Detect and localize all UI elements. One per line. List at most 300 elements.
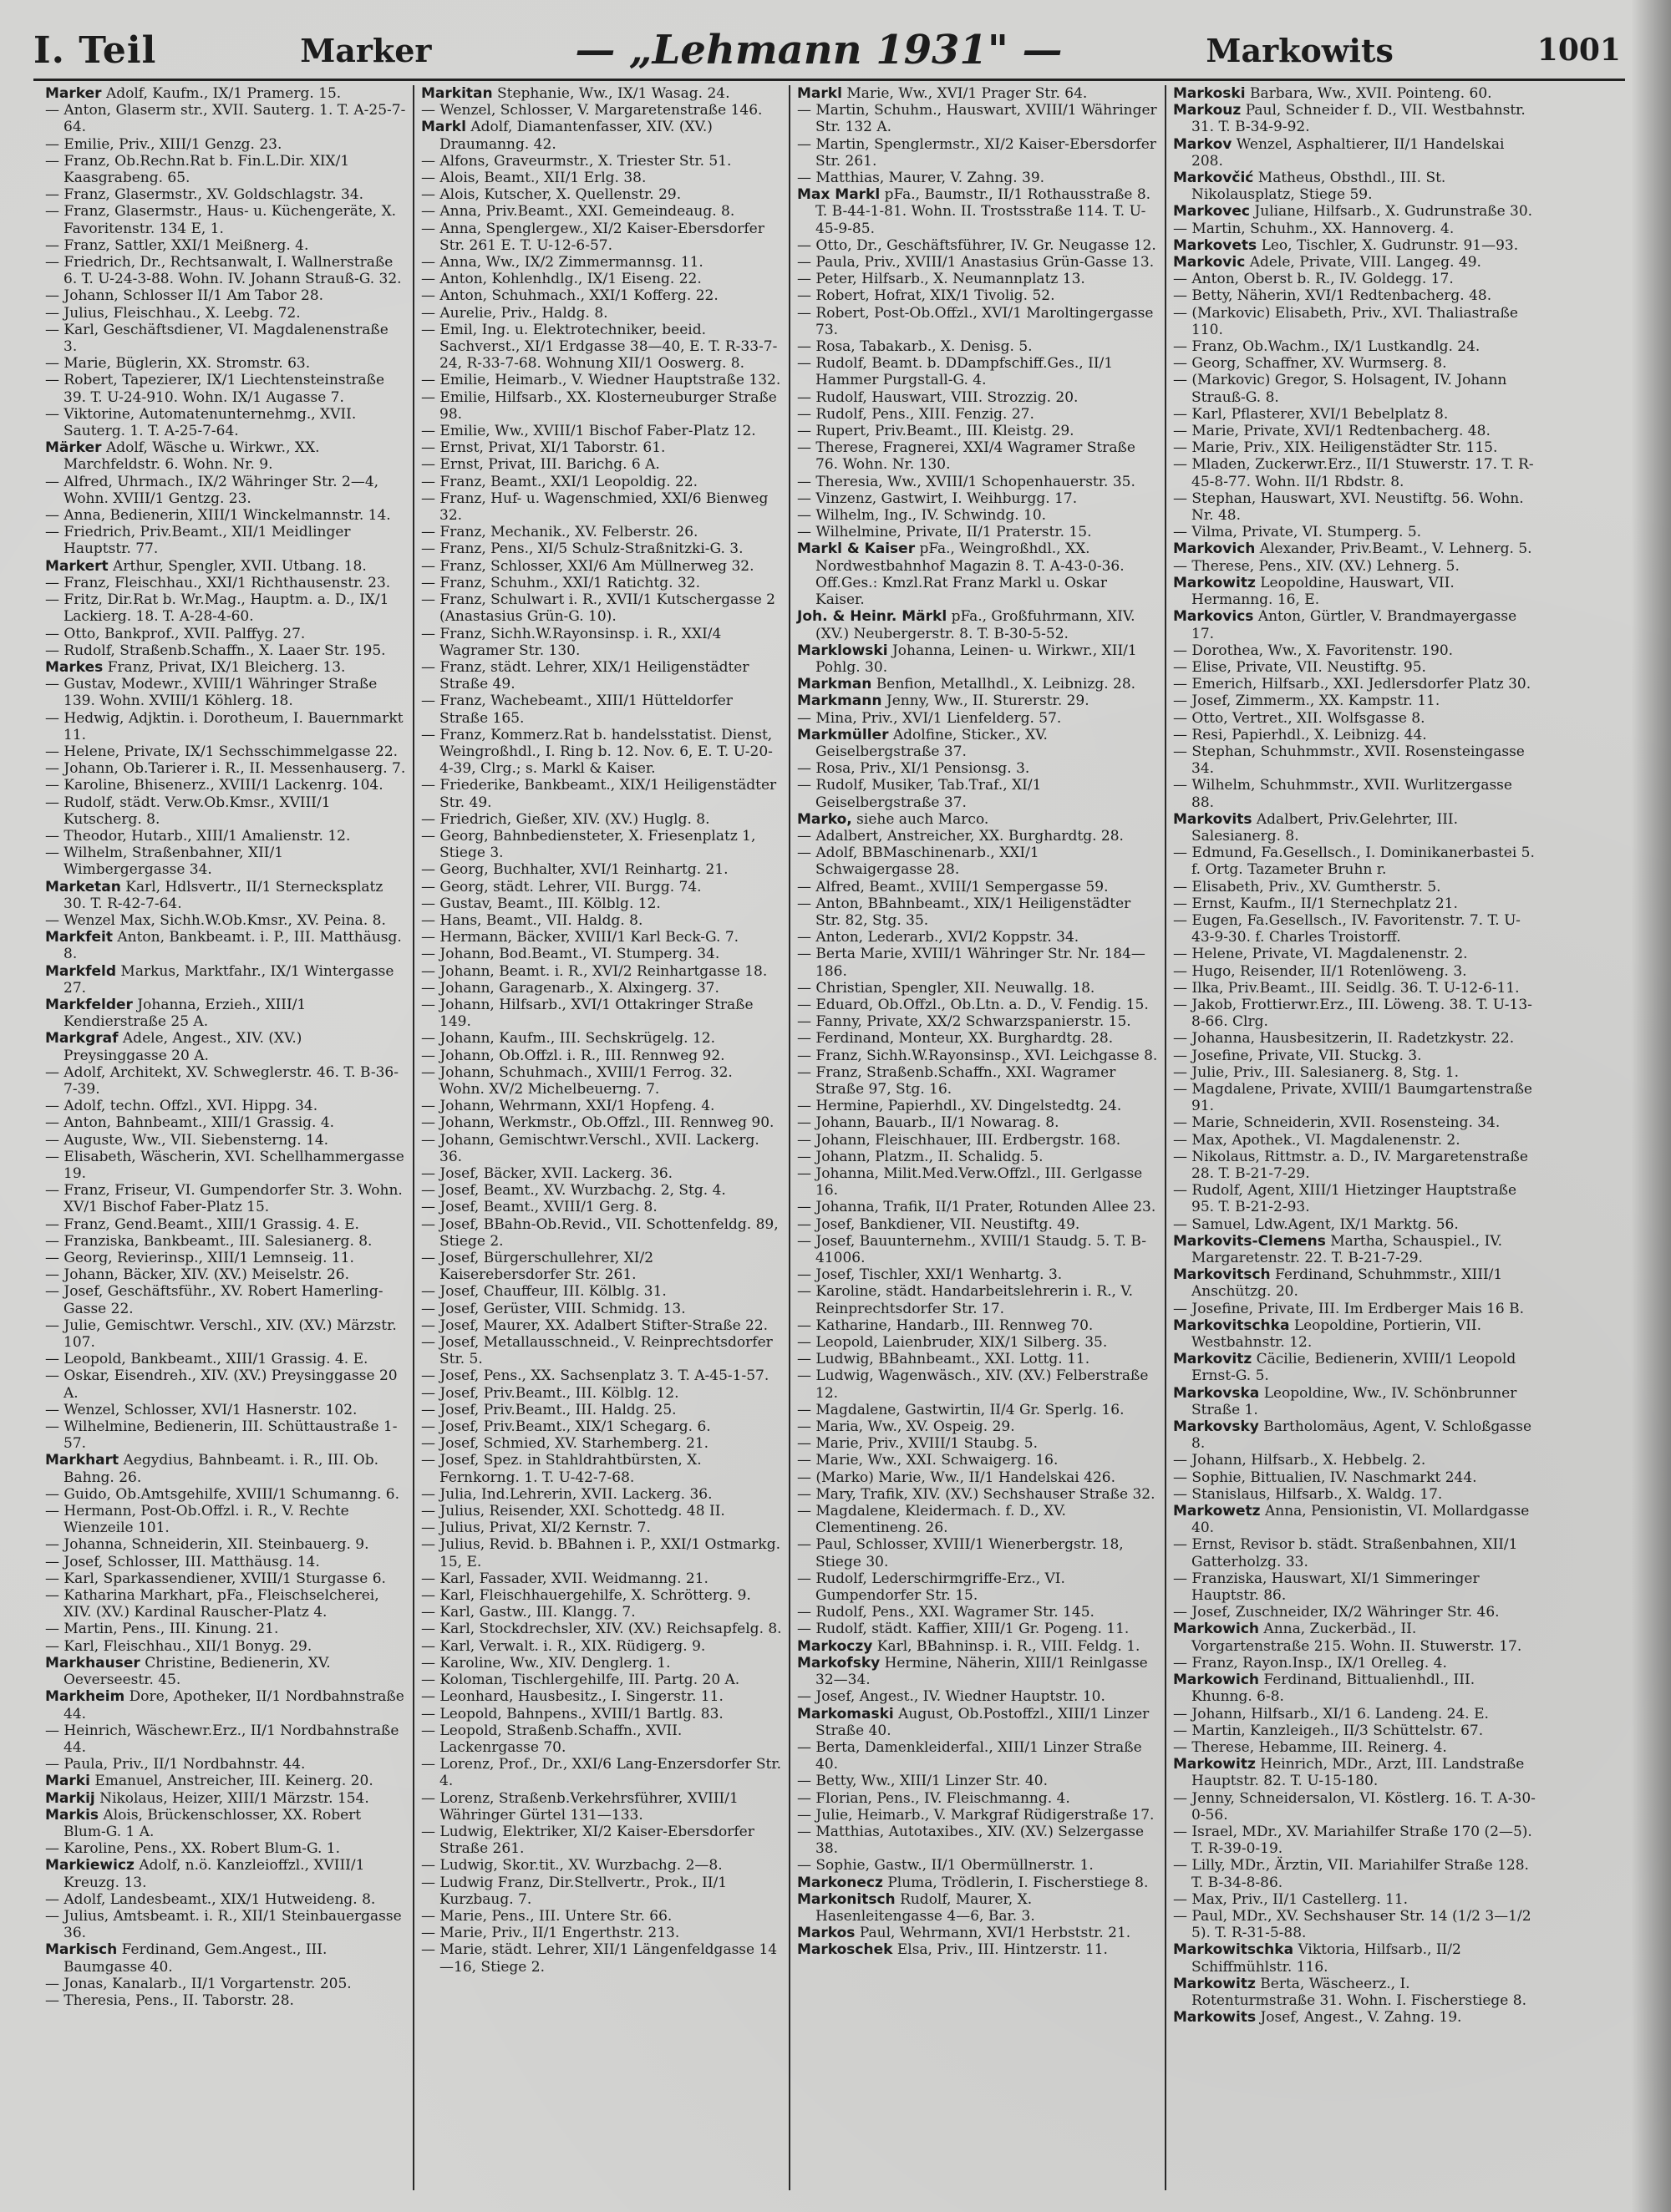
entry-details: — Vinzenz, Gastwirt, I. Weihburgg. 17. (797, 490, 1078, 507)
directory-entry (45, 1402, 406, 1418)
directory-entry (421, 1199, 782, 1215)
directory-entry (797, 338, 1158, 355)
entry-details: — Ernst, Privat, III. Barichg. 6 A. (421, 456, 660, 474)
entry-surname: Markovska (1173, 1384, 1260, 1402)
entry-details: — Anna, Priv.Beamt., XXI. Gemeindeaug. 8. (421, 203, 735, 221)
directory-entry (797, 1402, 1158, 1418)
directory-entry (45, 1114, 406, 1131)
directory-entry (1173, 1503, 1536, 1536)
directory-entry (797, 1283, 1158, 1317)
entry-details: — Josef, Zuschneider, IX/2 Währinger Str. 46. (1173, 1604, 1500, 1621)
directory-entry (797, 186, 1158, 237)
directory-entry (421, 1283, 782, 1300)
directory-entry (1173, 1570, 1536, 1604)
entry-surname: Markgraf (45, 1030, 119, 1048)
entry-details: Johanna, Leinen- u. Wirkwr., XII/1 Pohlg. 30. (815, 642, 1137, 676)
directory-entry (421, 879, 782, 895)
entry-details: — Otto, Bankprof., XVII. Palffyg. 27. (45, 625, 306, 642)
directory-entry (421, 540, 782, 557)
directory-entry (1173, 912, 1536, 946)
directory-entry (421, 777, 782, 810)
entry-details: — Leonhard, Hausbesitz., I. Singerstr. 11. (421, 1688, 724, 1706)
entry-surname: Max Markl (797, 186, 881, 204)
entry-details: — Emilie, Priv., XIII/1 Genzg. 23. (45, 135, 282, 153)
entry-surname: Markheim (45, 1688, 125, 1706)
directory-entry (421, 1301, 782, 1317)
directory-entry (45, 507, 406, 524)
entry-details: — Johann, Bauarb., II/1 Nowarag. 8. (797, 1114, 1059, 1132)
entry-details: — Josef, Priv.Beamt., III. Haldg. 25. (421, 1401, 677, 1418)
entry-details: — Vilma, Private, VI. Stumperg. 5. (1173, 524, 1422, 541)
entry-details: — Josef, Beamt., XVIII/1 Gerg. 8. (421, 1199, 658, 1216)
directory-entry (421, 1925, 782, 1941)
directory-entry (421, 153, 782, 170)
directory-entry (1173, 1081, 1536, 1114)
directory-entry (1173, 305, 1536, 338)
directory-entry (797, 1875, 1158, 1891)
directory-entry (1173, 423, 1536, 439)
directory-entry (45, 237, 406, 254)
directory-entry (797, 1435, 1158, 1452)
directory-entry (45, 254, 406, 287)
entry-details: — Franz, Fleischhau., XXI/1 Richthausenstr. 23. (45, 574, 391, 591)
directory-entry (45, 85, 406, 102)
entry-details: — Elisabeth, Priv., XV. Gumtherstr. 5. (1173, 878, 1441, 895)
entry-details: Dore, Apotheker, II/1 Nordbahnstraße 44. (63, 1688, 404, 1722)
entry-details: — Eugen, Fa.Gesellsch., IV. Favoritenstr. 7. T. U-43-9-30. f. Charles Troistorff. (1173, 911, 1521, 946)
directory-entry (797, 727, 1158, 760)
directory-entry (45, 1908, 406, 1941)
entry-surname: Marko, (797, 810, 852, 828)
entry-details: — Marie, Priv., II/1 Engerthstr. 213. (421, 1925, 680, 1942)
entry-details: — Julie, Heimarb., V. Markgraf Rüdigerstraße 17. (797, 1806, 1155, 1824)
entry-surname: Markonitsch (797, 1890, 896, 1908)
directory-entry (1173, 439, 1536, 456)
entry-details: — Johanna, Milit.Med.Verw.Offzl., III. Gerlgasse 16. (797, 1165, 1143, 1200)
directory-entry (1173, 338, 1536, 355)
directory-entry (797, 1570, 1158, 1604)
entry-details: — Anna, Ww., IX/2 Zimmermannsg. 11. (421, 254, 703, 271)
entry-details: Alexander, Priv.Beamt., V. Lehnerg. 5. (1259, 540, 1532, 558)
directory-entry (421, 439, 782, 456)
directory-entry (797, 676, 1158, 693)
entry-details: Paul, Schneider f. D., VII. Westbahnstr. 31. T. B-34-9-92. (1191, 102, 1526, 136)
directory-entry (797, 1266, 1158, 1283)
directory-entry (45, 929, 406, 962)
directory-entry (45, 1064, 406, 1098)
directory-entry (45, 1367, 406, 1401)
directory-entry (1173, 710, 1536, 727)
entry-details: — Robert, Hofrat, XIX/1 Tivolig. 52. (797, 287, 1055, 305)
entry-details: — Josef, Pens., XX. Sachsenplatz 3. T. A-45-1-57. (421, 1367, 769, 1385)
entry-details: — Hermann, Post-Ob.Offzl. i. R., V. Rechte Wienzeile 101. (45, 1503, 349, 1537)
directory-entry (45, 558, 406, 575)
entry-details: — Johann, Ob.Tarierer i. R., II. Messenhauserg. 7. (45, 760, 406, 778)
entry-details: — Martin, Kanzleigeh., II/3 Schüttelstr. 67. (1173, 1722, 1484, 1739)
entry-details: Franz, Privat, IX/1 Bleicherg. 13. (107, 658, 346, 676)
entry-details: — Hugo, Reisender, II/1 Rotenlöweng. 3. (1173, 962, 1467, 980)
column-3 (790, 85, 1166, 2190)
directory-entry (797, 1941, 1158, 1958)
entry-surname: Markovits-Clemens (1173, 1232, 1326, 1250)
entry-details: — Betty, Ww., XIII/1 Linzer Str. 40. (797, 1773, 1048, 1790)
entry-details: — Franz, Sichh.W.Rayonsinsp., XVI. Leichgasse 8. (797, 1047, 1158, 1064)
entry-details: — Adolf, techn. Offzl., XVI. Hippg. 34. (45, 1098, 318, 1115)
entry-details: — Julius, Privat, XI/2 Kernstr. 7. (421, 1519, 651, 1537)
entry-details: — Josef, Maurer, XX. Adalbert Stifter-Straße 22. (421, 1317, 769, 1334)
entry-surname: Markhart (45, 1452, 119, 1469)
directory-entry (797, 1621, 1158, 1637)
entry-surname: Markovits (1173, 810, 1252, 828)
entry-details: — Johanna, Trafik, II/1 Prater, Rotunden Allee 23. (797, 1199, 1156, 1216)
entry-details: Johanna, Erzieh., XIII/1 Kendierstraße 25 A. (63, 996, 307, 1031)
directory-entry (1173, 1216, 1536, 1233)
entry-details: — Karoline, Ww., XIV. Denglerg. 1. (421, 1654, 671, 1672)
directory-entry (421, 1452, 782, 1485)
entry-details: — Josef, Angest., IV. Wiedner Hauptstr. 10. (797, 1688, 1105, 1706)
directory-entry (421, 1216, 782, 1250)
entry-details: — Jonas, Kanalarb., II/1 Vorgartenstr. 205. (45, 1975, 352, 1992)
directory-entry (45, 828, 406, 845)
entry-details: — Franz, Friseur, VI. Gumpendorfer Str. 3. Wohn. XV/1 Bischof Faber-Platz 15. (45, 1182, 403, 1216)
directory-entry (421, 1875, 782, 1908)
entry-details: — Julie, Gemischtwr. Verschl., XIV. (XV.) Märzstr. 107. (45, 1317, 397, 1352)
entry-details: — Karl, Geschäftsdiener, VI. Magdalenenstraße 3. (45, 321, 389, 356)
entry-surname: Markos (797, 1925, 856, 1942)
entry-details: — Johann, Kaufm., III. Sechskrügelg. 12. (421, 1030, 715, 1048)
directory-entry (1173, 406, 1536, 423)
directory-entry (797, 507, 1158, 524)
entry-details: — Nikolaus, Rittmstr. a. D., IV. Margaretenstraße 28. T. B-21-7-29. (1173, 1148, 1528, 1182)
entry-details: — Johann, Schuhmach., XVIII/1 Ferrog. 32. Wohn. XV/2 Michelbeuerng. 7. (421, 1063, 733, 1098)
entry-details: — Berta Marie, XVIII/1 Währinger Str. Nr. 184—186. (797, 946, 1145, 980)
directory-entry (45, 1182, 406, 1215)
entry-surname: Markofsky (797, 1654, 881, 1672)
directory-entry (797, 1773, 1158, 1789)
directory-entry (797, 1098, 1158, 1114)
directory-entry (797, 1824, 1158, 1857)
directory-entry (1173, 1048, 1536, 1064)
directory-entry (1173, 271, 1536, 287)
directory-entry (421, 490, 782, 524)
directory-entry (1173, 895, 1536, 912)
directory-entry (45, 355, 406, 372)
directory-entry (1173, 1452, 1536, 1469)
entry-details: pFa., Weingroßhdl., XX. Nordwestbahnhof Magazin 8. T. A-43-0-36. Off.Ges.: Kmzl.Rat Franz Markl u. Oskar Kaiser. (815, 540, 1125, 609)
entry-details: — Jakob, Frottierwr.Erz., III. Löweng. 38. T. U-13-8-66. Clrg. (1173, 996, 1532, 1031)
directory-entry (1173, 777, 1536, 810)
entry-details: — Aurelie, Priv., Haldg. 8. (421, 304, 608, 322)
entry-details: Adolfine, Sticker., XV. Geiselbergstraße 37. (815, 726, 1048, 760)
directory-entry (1173, 1857, 1536, 1890)
directory-entry (1173, 1706, 1536, 1722)
entry-details: — Hermine, Papierhdl., XV. Dingelstedtg. 24. (797, 1098, 1122, 1115)
directory-entry (1173, 1418, 1536, 1452)
directory-entry (45, 879, 406, 912)
directory-entry (1173, 743, 1536, 777)
entry-details: — Samuel, Ldw.Agent, IX/1 Marktg. 56. (1173, 1215, 1459, 1233)
directory-entry (1173, 1672, 1536, 1705)
entry-details: — Johann, Ob.Offzl. i. R., III. Rennweg 92. (421, 1047, 725, 1064)
directory-entry (1173, 811, 1536, 845)
directory-entry (421, 456, 782, 473)
directory-entry (1173, 1114, 1536, 1131)
directory-entry (421, 271, 782, 287)
directory-entry (45, 626, 406, 642)
entry-details: — Resi, Papierhdl., X. Leibnizg. 44. (1173, 726, 1427, 743)
directory-entry (1173, 845, 1536, 878)
entry-details: Anton, Gürtler, V. Brandmayergasse 17. (1191, 608, 1517, 642)
entry-surname: Markowich (1173, 1672, 1260, 1689)
directory-entry (421, 591, 782, 625)
directory-entry (45, 1840, 406, 1857)
directory-entry (1173, 1891, 1536, 1908)
directory-entry (421, 693, 782, 726)
entry-details: — Leopold, Bankbeamt., XIII/1 Grassig. 4. E. (45, 1351, 368, 1368)
directory-entry (421, 474, 782, 490)
entry-details: — Franz, Sichh.W.Rayonsinsp. i. R., XXI/4 Wagramer Str. 130. (421, 625, 722, 659)
entry-details: — Leopold, Straßenb.Schaffn., XVII. Lackenrgasse 70. (421, 1722, 683, 1756)
entry-details: Cäcilie, Bedienerin, XVIII/1 Leopold Ernst-G. 5. (1191, 1351, 1516, 1385)
entry-details: — Johann, Hilfsarb., XI/1 6. Landeng. 24. E. (1173, 1705, 1489, 1722)
entry-details: Bartholomäus, Agent, V. Schloßgasse 8. (1191, 1418, 1532, 1453)
directory-entry (421, 575, 782, 591)
directory-entry (797, 1807, 1158, 1824)
entry-details: — Friedrich, Dr., Rechtsanwalt, I. Wallnerstraße 6. T. U-24-3-88. Wohn. IV. Johann Strauß-G. 32. (45, 254, 402, 288)
entry-details: — Johann, Beamt. i. R., XVI/2 Reinhartgasse 18. (421, 962, 768, 980)
entry-details: — Emilie, Heimarb., V. Wiedner Hauptstraße 132. (421, 372, 781, 389)
entry-details: — Ludwig, BBahnbeamt., XXI. Lottg. 11. (797, 1351, 1090, 1368)
directory-entry (1173, 693, 1536, 709)
entry-details: — Franz, Straßenb.Schaffn., XXI. Wagramer Straße 97, Stg. 16. (797, 1063, 1116, 1098)
entry-details: — Rudolf, städt. Verw.Ob.Kmsr., XVIII/1 Kutscherg. 8. (45, 794, 331, 828)
entry-details: Alois, Brückenschlosser, XX. Robert Blum-G. 1 A. (63, 1806, 362, 1840)
directory-entry (1173, 558, 1536, 575)
entry-details: — (Markovic) Elisabeth, Priv., XVI. Thaliastraße 110. (1173, 304, 1518, 338)
column-4 (1166, 85, 1542, 2190)
entry-details: — Franz, Mechanik., XV. Felberstr. 26. (421, 524, 698, 541)
entry-details: — Matthias, Autotaxibes., XIV. (XV.) Selzergasse 38. (797, 1823, 1145, 1858)
page-title: — „Lehmann 1931" — (575, 27, 1063, 74)
entry-details: Heinrich, MDr., Arzt, III. Landstraße Hauptstr. 82. T. U-15-180. (1191, 1756, 1525, 1790)
directory-entry (421, 1570, 782, 1587)
directory-entry (797, 1469, 1158, 1486)
directory-entry (421, 305, 782, 322)
directory-entry (45, 305, 406, 322)
entry-details: Stephanie, Ww., IX/1 Wasag. 24. (497, 85, 730, 102)
entry-details: — Johann, Bod.Beamt., VI. Stumperg. 34. (421, 946, 720, 963)
entry-details: Marie, Ww., XVI/1 Prager Str. 64. (846, 85, 1088, 102)
entry-surname: Markoczy (797, 1637, 873, 1655)
entry-details: — Christian, Spengler, XII. Neuwallg. 18. (797, 979, 1095, 997)
directory-entry (797, 1334, 1158, 1351)
entry-surname: Markowetz (1173, 1503, 1261, 1520)
directory-entry (797, 642, 1158, 676)
entry-surname: Markowitz (1173, 1756, 1256, 1773)
entry-details: — Wilhelm, Straßenbahner, XII/1 Wimbergergasse 34. (45, 845, 284, 879)
entry-surname: Markovets (1173, 236, 1257, 254)
entry-details: — Wilhelm, Schuhmmstr., XVII. Wurlitzergasse 88. (1173, 777, 1512, 811)
entry-details: — Katharine, Handarb., III. Rennweg 70. (797, 1317, 1094, 1334)
directory-entry (797, 1233, 1158, 1266)
directory-entry (45, 153, 406, 186)
entry-details: — Magdalene, Kleidermach. f. D., XV. Clementineng. 26. (797, 1503, 1066, 1537)
entry-details: — Rosa, Priv., XI/1 Pensionsg. 3. (797, 760, 1030, 778)
entry-details: — Georg, Bahnbediensteter, X. Friesenplatz 1, Stiege 3. (421, 827, 756, 862)
directory-entry (797, 997, 1158, 1013)
directory-entry (797, 1604, 1158, 1621)
entry-surname: Markl (421, 119, 466, 136)
directory-entry (421, 963, 782, 980)
entry-details: — Johann, Wehrmann, XXI/1 Hopfeng. 4. (421, 1098, 715, 1115)
directory-entry (1173, 1301, 1536, 1317)
entry-details: — Paul, MDr., XV. Sechshauser Str. 14 (1/2 3—1/2 5). T. R-31-5-88. (1173, 1907, 1531, 1942)
entry-details: — Karl, Sparkassendiener, XVIII/1 Sturgasse 6. (45, 1570, 386, 1587)
directory-entry (421, 980, 782, 997)
entry-details: — Wilhelmine, Private, II/1 Praterstr. 15. (797, 524, 1092, 541)
entry-details: — Fanny, Private, XX/2 Schwarzspanierstr. 15. (797, 1013, 1131, 1031)
entry-surname: Markl (797, 85, 842, 102)
directory-entry (45, 186, 406, 203)
directory-entry (421, 659, 782, 693)
directory-entry (1173, 203, 1536, 220)
directory-entry (45, 203, 406, 236)
directory-entry (421, 828, 782, 861)
directory-entry (797, 406, 1158, 423)
entry-details: — Karl, Stockdrechsler, XIV. (XV.) Reichsapfelg. 8. (421, 1621, 782, 1638)
entry-details: — Marie, Priv., XIX. Heiligenstädter Str. 115. (1173, 439, 1498, 457)
entry-details: — (Markovic) Gregor, S. Holsagent, IV. Johann Strauß-G. 8. (1173, 372, 1507, 406)
directory-entry (1173, 659, 1536, 676)
directory-entry (45, 1098, 406, 1114)
directory-entry (1173, 1824, 1536, 1857)
directory-entry (421, 1519, 782, 1536)
directory-entry (1173, 963, 1536, 980)
directory-entry (421, 254, 782, 271)
entry-surname: Marketan (45, 878, 121, 895)
directory-entry (421, 170, 782, 186)
entry-details: Hermine, Näherin, XIII/1 Reinlgasse 32—34. (815, 1654, 1148, 1689)
entry-surname: Markfeld (45, 962, 116, 980)
entry-details: — Johann, Werkmstr., Ob.Offzl., III. Rennweg 90. (421, 1114, 775, 1132)
entry-details: — Ludwig, Wagenwäsch., XIV. (XV.) Felberstraße 12. (797, 1367, 1149, 1402)
entry-surname: Markes (45, 658, 104, 676)
entry-details: — Franz, Ob.Wachm., IX/1 Lustkandlg. 24. (1173, 338, 1481, 356)
entry-surname: Markovsky (1173, 1418, 1259, 1436)
entry-details: — Anton, Kohlenhdlg., IX/1 Eiseng. 22. (421, 271, 702, 288)
directory-entry (421, 1536, 782, 1570)
directory-entry (797, 1503, 1158, 1536)
entry-details: — Ludwig, Skor.tit., XV. Wurzbachg. 2—8. (421, 1857, 723, 1875)
entry-details: — Rudolf, Musiker, Tab.Traf., XI/1 Geiselbergstraße 37. (797, 777, 1042, 811)
directory-entry (421, 1418, 782, 1435)
entry-surname: Markov (1173, 135, 1232, 153)
entry-details: — Josef, Schmied, XV. Starhemberg. 21. (421, 1435, 709, 1453)
directory-entry (797, 1064, 1158, 1098)
entry-details: pFa., Baumstr., II/1 Rothausstraße 8. T. B-44-1-81. Wohn. II. Trostsstraße 114. T. U-45-9-85. (815, 186, 1151, 237)
directory-entry (421, 1722, 782, 1756)
entry-details: — Dorothea, Ww., X. Favoritenstr. 190. (1173, 642, 1454, 659)
entry-surname: Marklowski (797, 642, 888, 659)
entry-details: — Rudolf, städt. Kaffier, XIII/1 Gr. Pogeng. 11. (797, 1621, 1130, 1638)
directory-entry (797, 946, 1158, 979)
entry-surname: Markman (797, 676, 872, 693)
entry-details: Adolf, Wäsche u. Wirkwr., XX. Marchfeldstr. 6. Wohn. Nr. 9. (63, 439, 320, 474)
directory-entry (421, 389, 782, 423)
entry-details: Karl, Hdlsvertr., II/1 Sternecksplatz 30. T. R-42-7-64. (63, 878, 383, 912)
entry-details: — Therese, Fragnerei, XXI/4 Wagramer Straße 76. Wohn. Nr. 130. (797, 439, 1135, 474)
entry-details: — Rudolf, Hauswart, VIII. Strozzig. 20. (797, 388, 1079, 406)
entry-details: — Sophie, Gastw., II/1 Obermüllnerstr. 1. (797, 1857, 1094, 1875)
entry-details: Benfion, Metallhdl., X. Leibnizg. 28. (876, 676, 1136, 693)
directory-entry (421, 423, 782, 439)
column-1 (38, 85, 414, 2190)
directory-entry (797, 1132, 1158, 1149)
entry-details: — Franz, Sattler, XXI/1 Meißnerg. 4. (45, 236, 309, 254)
directory-entry (45, 1655, 406, 1688)
entry-details: — Julius, Amtsbeamt. i. R., XII/1 Steinbauergasse 36. (45, 1907, 402, 1942)
directory-entry (45, 1587, 406, 1621)
entry-details: — Oskar, Eisendreh., XIV. (XV.) Preysinggasse 20 A. (45, 1367, 398, 1402)
entry-surname: Markouz (1173, 102, 1242, 119)
entry-surname: Markij (45, 1789, 95, 1807)
directory-entry (1173, 170, 1536, 203)
entry-details: Jenny, Ww., II. Sturerstr. 29. (886, 693, 1089, 710)
directory-entry (45, 1638, 406, 1655)
entry-details: — Franz, Schuhm., XXI/1 Ratichtg. 32. (421, 574, 701, 591)
entry-details: — Wenzel Max, Sichh.W.Ob.Kmsr., XV. Peina. 8. (45, 911, 386, 929)
entry-details: — Franz, Beamt., XXI/1 Leopoldig. 22. (421, 473, 698, 490)
entry-details: — Magdalene, Private, XVIII/1 Baumgartenstraße 91. (1173, 1080, 1532, 1115)
directory-entry (1173, 456, 1536, 490)
entry-details: Barbara, Ww., XVII. Pointeng. 60. (1249, 85, 1492, 102)
directory-entry (421, 1587, 782, 1604)
directory-entry (45, 136, 406, 153)
entry-details: — Adolf, Landesbeamt., XIX/1 Hutweideng. 8. (45, 1890, 376, 1908)
entry-details: — Elisabeth, Wäscherin, XVI. Schellhammergasse 19. (45, 1148, 404, 1182)
entry-details: — Alois, Kutscher, X. Quellenstr. 29. (421, 186, 682, 204)
directory-entry (1173, 102, 1536, 135)
entry-surname: Markmüller (797, 726, 889, 743)
entry-details: — Marie, Schneiderin, XVII. Rosensteing. 34. (1173, 1114, 1501, 1132)
entry-details: Paul, Wehrmann, XVI/1 Herbststr. 21. (859, 1925, 1131, 1942)
directory-entry (421, 524, 782, 540)
directory-entry (421, 322, 782, 373)
directory-entry (45, 659, 406, 676)
entry-details: — Gustav, Beamt., III. Kölblg. 12. (421, 895, 661, 912)
directory-entry (1173, 1385, 1536, 1418)
directory-entry (45, 1233, 406, 1250)
directory-entry (45, 845, 406, 878)
entry-details: — Johann, Hilfsarb., X. Hebbelg. 2. (1173, 1452, 1426, 1469)
entry-details: — Robert, Tapezierer, IX/1 Liechtensteinstraße 39. T. U-24-910. Wohn. IX/1 Augasse 7. (45, 372, 385, 406)
directory-entry (1173, 524, 1536, 540)
entry-details: — Wenzel, Schlosser, XVI/1 Hasnerstr. 102. (45, 1401, 358, 1418)
entry-details: — Josef, BBahn-Ob.Revid., VII. Schottenfeldg. 89, Stiege 2. (421, 1215, 779, 1250)
directory-entry (421, 1367, 782, 1384)
entry-surname: Markitan (421, 85, 493, 102)
directory-entry (421, 372, 782, 388)
directory-entry (797, 254, 1158, 271)
directory-entry (421, 1908, 782, 1925)
directory-entry (797, 1317, 1158, 1334)
entry-details: — Hermann, Bäcker, XVIII/1 Karl Beck-G. 7. (421, 929, 739, 946)
entry-details: Adolf, n.ö. Kanzleioffzl., XVIII/1 Kreuzg. 13. (63, 1857, 365, 1891)
directory-entry (45, 1807, 406, 1840)
directory-entry (45, 1756, 406, 1773)
directory-entry (421, 811, 782, 828)
directory-entry (797, 271, 1158, 287)
